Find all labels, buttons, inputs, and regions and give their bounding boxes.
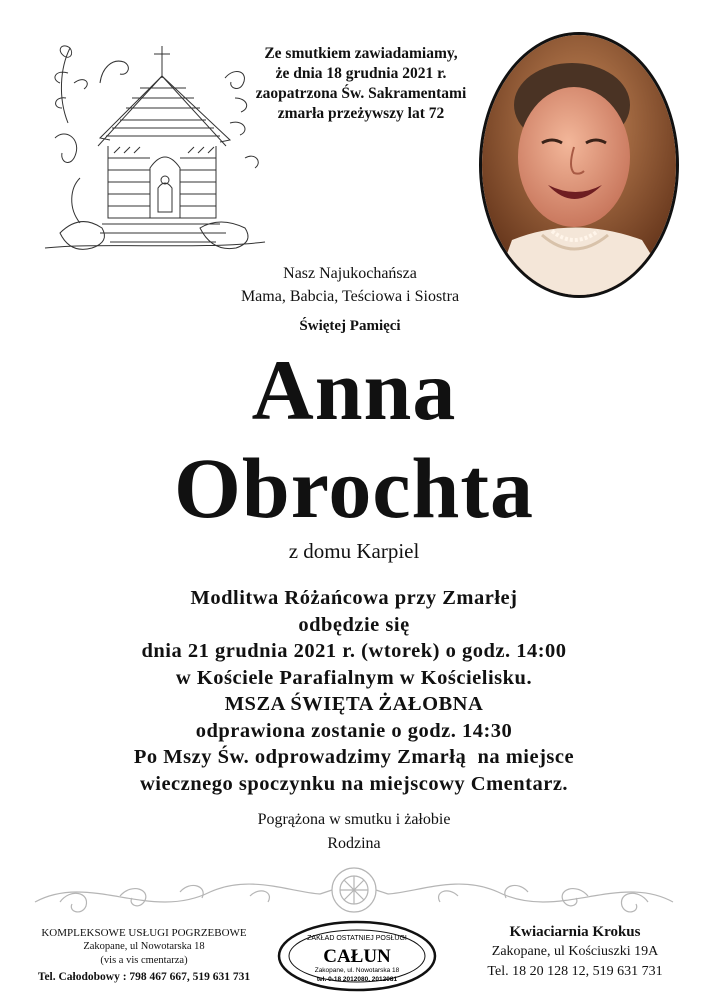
announcement-line: Modlitwa Różańcowa przy Zmarłej [190, 587, 518, 609]
maiden-name: z domu Karpiel [288, 539, 420, 563]
mourners-line-2: Rodzina [327, 835, 381, 852]
stamp-top-text: ZAKŁAD OSTATNIEJ POSŁUGI [307, 935, 407, 942]
mourners-line-1: Pogrążona w smutku i żałobie [257, 811, 451, 828]
deceased-last-name: Obrochta [174, 440, 534, 536]
deceased-first-name: Anna [251, 342, 457, 438]
announcement-line: Po Mszy Św. odprowadzimy Zmarłą na miejsce [133, 746, 575, 768]
stamp-phone: tel. 0-18 2012080, 2012081 [316, 976, 398, 983]
florist-name: Kwiaciarnia Krokus [509, 924, 641, 940]
announcement-line: MSZA ŚWIĘTA ŻAŁOBNA [224, 693, 484, 715]
announcement-line: odbędzie się [298, 613, 410, 636]
intro-line: zaopatrzona Św. Sakramentami [255, 85, 467, 102]
portrait-photo-illustration [482, 35, 676, 295]
relations-line-1: Nasz Najukochańsza [283, 265, 417, 282]
announcement-line: odprawiona zostanie o godz. 14:30 [195, 719, 513, 742]
florist-address: Zakopane, ul Kościuszki 19A [491, 944, 659, 959]
relations-line-2: Mama, Babcia, Teściowa i Siostra [240, 288, 460, 305]
florist-info [446, 922, 704, 982]
ornamental-divider [30, 862, 678, 922]
announcement-line: w Kościele Parafialnym w Kościelisku. [175, 666, 533, 689]
funeral-services-phone: Tel. Całodobowy : 798 467 667, 519 631 731 [37, 971, 251, 983]
family-relations [150, 262, 550, 308]
intro-line: że dnia 18 grudnia 2021 r. [275, 65, 447, 82]
announcement-line: dnia 21 grudnia 2021 r. (wtorek) o godz. 14:00 [141, 640, 567, 662]
announcement-line: wiecznego spoczynku na miejscowy Cmentarz. [139, 772, 569, 795]
funeral-services-title: KOMPLEKSOWE USŁUGI POGRZEBOWE [41, 927, 247, 939]
funeral-services-address: Zakopane, ul Nowotarska 18 [83, 941, 205, 952]
mourners-signature [0, 808, 708, 856]
stamp-name: CAŁUN [323, 946, 391, 967]
funeral-services-note: (vis a vis cmentarza) [100, 955, 188, 966]
intro-line: Ze smutkiem zawiadamiamy, [264, 45, 458, 62]
florist-phone: Tel. 18 20 128 12, 519 631 731 [487, 964, 663, 979]
memory-label: Świętej Pamięci [299, 318, 401, 334]
calun-logo-stamp [276, 918, 438, 994]
portrait-photo [479, 32, 679, 298]
stamp-address: Zakopane, ul. Nowotarska 18 [314, 967, 400, 974]
death-announcement-intro [225, 44, 497, 124]
funeral-services-info [12, 926, 276, 984]
intro-line: zmarła przeżywszy lat 72 [277, 105, 445, 122]
funeral-announcement [10, 585, 698, 797]
